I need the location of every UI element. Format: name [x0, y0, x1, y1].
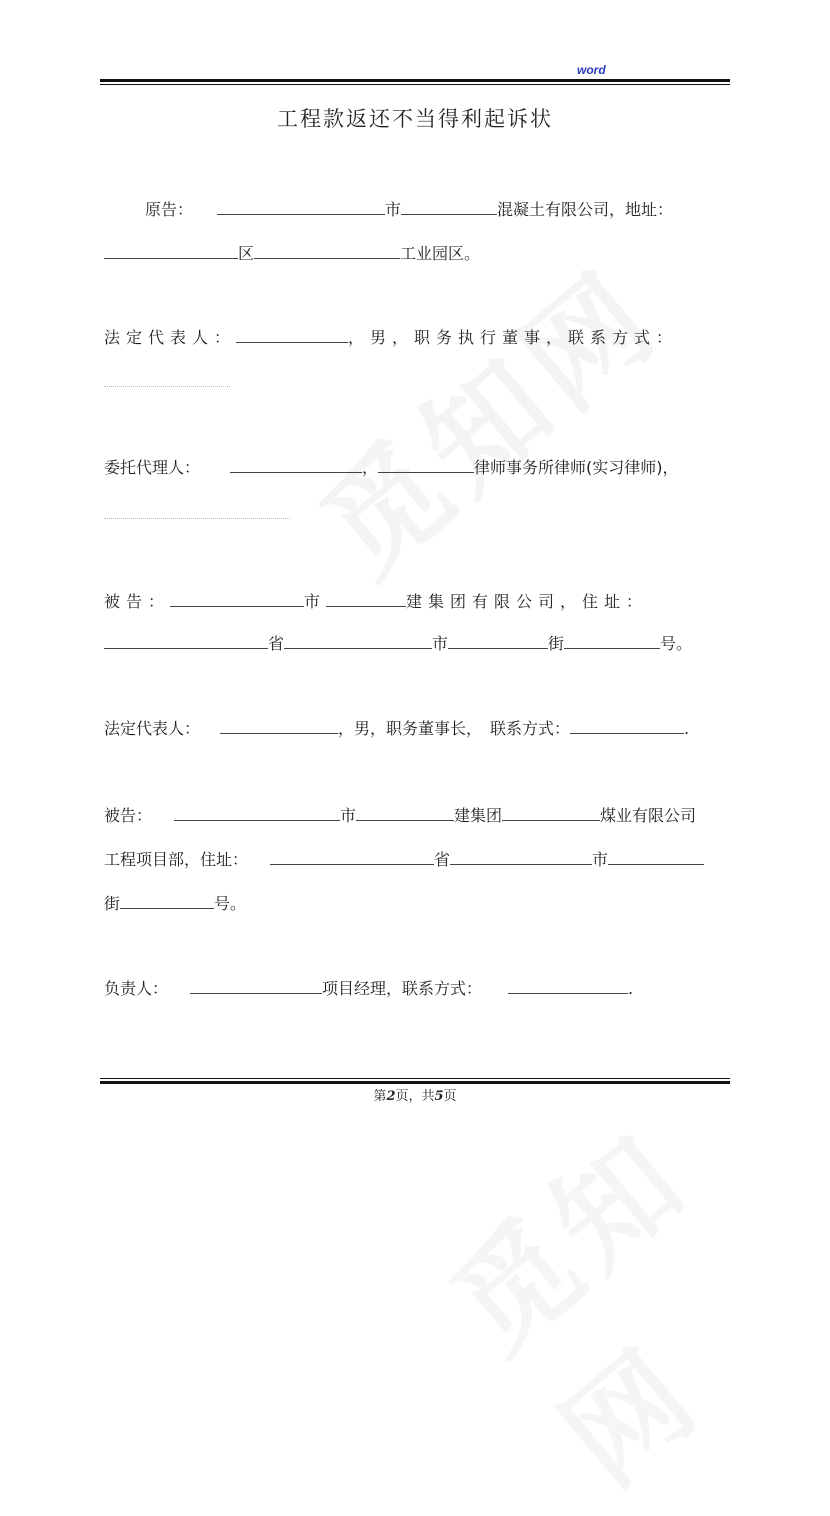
page-total: 5 — [434, 1089, 444, 1104]
blank-field — [174, 806, 340, 821]
page-mid: 页，共 — [395, 1089, 435, 1104]
defendant1-label: 被告： — [104, 592, 171, 611]
defendant1-city2: 市 — [432, 634, 449, 653]
page-suffix: 页 — [443, 1089, 457, 1104]
footer-rule-thin — [100, 1078, 730, 1079]
blank-field — [570, 719, 684, 734]
defendant2-company: 煤业有限公司 — [600, 806, 697, 825]
defendant2-line-1 — [104, 806, 696, 826]
plaintiff-park: 工业园区。 — [400, 244, 481, 263]
blank-field — [190, 979, 322, 994]
agent-line — [104, 458, 679, 478]
plaintiff-city-suffix: 市 — [385, 200, 402, 219]
blank-field — [448, 634, 548, 649]
agent-firm: 律师事务所律师(实习律师)， — [474, 458, 679, 477]
manager-role: 项目经理，联系方式： — [322, 979, 483, 998]
defendant2-group: 建集团 — [454, 806, 503, 825]
plaintiff-rep-detail: ，男，职务执行董事，联系方式： — [348, 328, 679, 347]
plaintiff-line-1 — [145, 200, 673, 220]
blank-field — [502, 806, 600, 821]
watermark — [280, 225, 689, 607]
defendant1-number: 号。 — [660, 634, 693, 653]
blank-field — [401, 200, 497, 215]
defendant1-rep-end: . — [684, 719, 690, 738]
header-word-label: word — [577, 63, 606, 77]
page-current: 2 — [386, 1089, 396, 1104]
agent-label: 委托代理人： — [104, 458, 201, 477]
page-number — [0, 1085, 830, 1104]
document-title: 工程款返还不当得利起诉状 — [277, 107, 553, 131]
plaintiff-line-2 — [104, 244, 480, 264]
defendant2-line-3 — [104, 894, 246, 914]
defendant1-rep-detail: ，男，职务董事长， — [338, 719, 483, 738]
defendant1-company: 建集团有限公司，住址： — [406, 592, 649, 611]
defendant1-city: 市 — [304, 592, 327, 611]
blank-field — [270, 850, 434, 865]
defendant2-city2: 市 — [592, 850, 609, 869]
plaintiff-label: 原告： — [145, 200, 194, 219]
defendant1-rep-contact: 联系方式： — [490, 719, 571, 738]
manager-end: . — [628, 979, 634, 998]
defendant1-province: 省 — [268, 634, 285, 653]
blank-field — [120, 894, 214, 909]
defendant1-street: 街 — [548, 634, 565, 653]
blank-field — [508, 979, 628, 994]
defendant2-dept: 工程项目部，住址： — [104, 850, 249, 869]
blank-field — [104, 634, 268, 649]
blank-field — [220, 719, 338, 734]
blank-field — [104, 244, 238, 259]
defendant2-city: 市 — [340, 806, 357, 825]
defendant1-rep-line — [104, 719, 689, 739]
plaintiff-rep-line — [104, 328, 678, 348]
footer-rule — [100, 1081, 730, 1084]
defendant2-number: 号。 — [214, 894, 247, 913]
defendant2-street: 街 — [104, 894, 121, 913]
manager-label: 负责人： — [104, 979, 169, 998]
plaintiff-district: 区 — [238, 244, 255, 263]
blank-field — [254, 244, 400, 259]
plaintiff-company-suffix: 混凝土有限公司，地址： — [497, 200, 674, 219]
blank-field — [230, 458, 362, 473]
agent-comma: ， — [362, 458, 379, 477]
blank-field — [170, 592, 304, 607]
page-prefix: 第 — [373, 1089, 387, 1104]
header-rule-thin — [100, 84, 730, 85]
header-rule — [100, 79, 730, 82]
blank-dotted — [104, 518, 290, 519]
defendant2-label: 被告： — [104, 806, 153, 825]
defendant1-line-2 — [104, 634, 692, 654]
plaintiff-rep-label: 法定代表人： — [104, 328, 237, 347]
defendant2-line-2 — [104, 850, 704, 870]
manager-line — [104, 979, 633, 999]
blank-field — [608, 850, 704, 865]
blank-field — [217, 200, 385, 215]
blank-dotted — [104, 386, 230, 387]
blank-field — [564, 634, 660, 649]
defendant1-rep-label: 法定代表人： — [104, 719, 201, 738]
blank-field — [284, 634, 432, 649]
blank-field — [356, 806, 454, 821]
blank-field — [326, 592, 406, 607]
blank-field — [450, 850, 592, 865]
blank-field — [236, 328, 348, 343]
defendant2-province: 省 — [434, 850, 451, 869]
defendant1-line-1 — [104, 592, 648, 612]
blank-field — [378, 458, 474, 473]
